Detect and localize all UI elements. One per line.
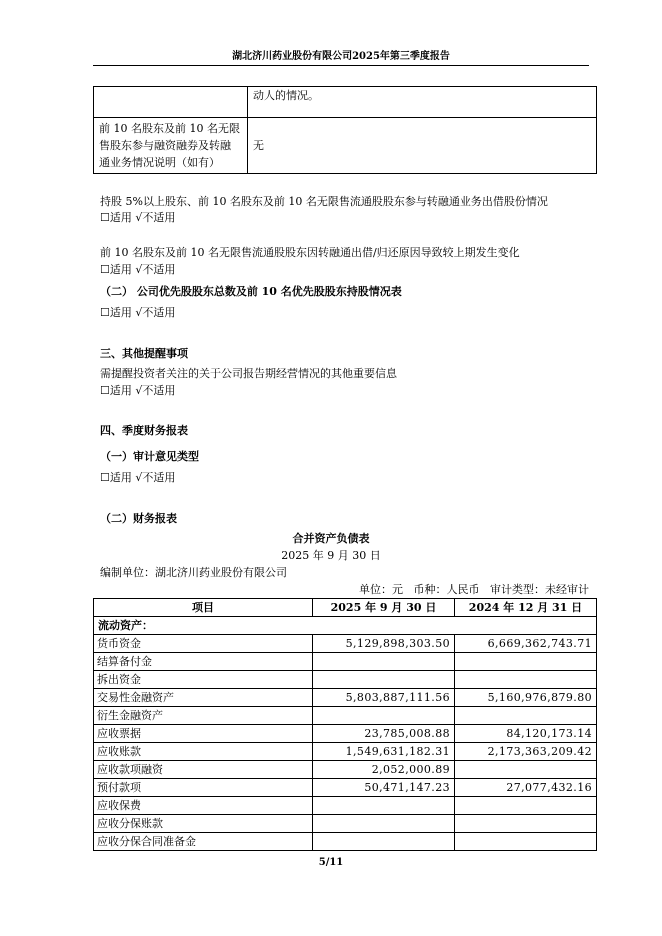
row-value-2024 (455, 815, 597, 833)
column-header-item: 项目 (94, 599, 313, 617)
subsection-heading-audit: （一）审计意见类型 (100, 450, 199, 463)
row-value-2024: 27,077,432.16 (455, 779, 597, 797)
table-row (94, 671, 597, 689)
applicability-options: ☐适用 √不适用 (100, 263, 176, 276)
table-row (94, 689, 597, 707)
page-number: 5/11 (318, 857, 344, 868)
table-section-row (94, 617, 597, 635)
column-header-2024: 2024 年 12 月 31 日 (455, 599, 597, 617)
section-heading-3: 三、其他提醒事项 (100, 347, 188, 360)
row-item: 应收款项融资 (94, 761, 313, 779)
row-value-2024: 6,669,362,743.71 (455, 635, 597, 653)
table-row (94, 761, 597, 779)
row-value-2024 (455, 653, 597, 671)
row-item: 交易性金融资产 (94, 689, 313, 707)
table-row (94, 653, 597, 671)
table-cell (94, 118, 248, 174)
row-value-2025 (313, 833, 455, 851)
applicability-options: ☐适用 √不适用 (100, 211, 176, 224)
balance-sheet-table (93, 598, 597, 851)
table-row (94, 118, 597, 174)
row-value-2024 (455, 833, 597, 851)
row-item: 应收账款 (94, 743, 313, 761)
table-row (94, 87, 597, 118)
row-value-2025 (313, 653, 455, 671)
row-value-2024 (455, 761, 597, 779)
table-cell (94, 87, 248, 118)
table-row (94, 779, 597, 797)
section-heading-4: 四、季度财务报表 (100, 424, 188, 437)
row-value-2025 (313, 815, 455, 833)
paragraph-lending: 持股 5%以上股东、前 10 名股东及前 10 名无限售流通股股东参与转融通业务出借股份情况 (100, 195, 548, 208)
shareholder-notes-table (93, 86, 597, 174)
row-value-2024 (455, 671, 597, 689)
row-value-2025: 2,052,000.89 (313, 761, 455, 779)
statement-unit: 单位：元 币种：人民币 审计类型：未经审计 (359, 583, 589, 596)
table-row (94, 707, 597, 725)
table-row (94, 725, 597, 743)
row-value-2025 (313, 671, 455, 689)
row-value-2025: 5,129,898,303.50 (313, 635, 455, 653)
table-row (94, 815, 597, 833)
row-item: 应收分保账款 (94, 815, 313, 833)
table-cell: 动人的情况。 (248, 87, 597, 118)
row-item: 应收票据 (94, 725, 313, 743)
statement-entity: 编制单位：湖北济川药业股份有限公司 (100, 566, 287, 579)
table-row (94, 635, 597, 653)
table-cell: 无 (248, 118, 597, 174)
column-header-2025: 2025 年 9 月 30 日 (313, 599, 455, 617)
section-heading-preferred: （二） 公司优先股股东总数及前 10 名优先股股东持股情况表 (100, 285, 402, 298)
row-value-2025 (313, 797, 455, 815)
subsection-heading-statements: （二）财务报表 (100, 512, 177, 525)
applicability-options: ☐适用 √不适用 (100, 384, 176, 397)
table-row (94, 833, 597, 851)
cell-line: 售股东参与融资融券及转融 (99, 139, 231, 152)
row-item: 应收分保合同准备金 (94, 833, 313, 851)
row-value-2025 (313, 707, 455, 725)
paragraph-reminder: 需提醒投资者关注的关于公司报告期经营情况的其他重要信息 (100, 367, 397, 380)
statement-date: 2025 年 9 月 30 日 (281, 549, 381, 562)
row-item: 应收保费 (94, 797, 313, 815)
row-value-2024 (455, 797, 597, 815)
row-item: 拆出资金 (94, 671, 313, 689)
cell-line: 前 10 名股东及前 10 名无限 (99, 122, 240, 135)
row-value-2024: 5,160,976,879.80 (455, 689, 597, 707)
row-value-2025: 1,549,631,182.31 (313, 743, 455, 761)
row-value-2024 (455, 707, 597, 725)
section-label: 流动资产： (94, 617, 597, 635)
row-item: 结算备付金 (94, 653, 313, 671)
row-value-2025: 23,785,008.88 (313, 725, 455, 743)
table-row (94, 743, 597, 761)
table-row (94, 797, 597, 815)
row-value-2024: 2,173,363,209.42 (455, 743, 597, 761)
table-header-row (94, 599, 597, 617)
applicability-options: ☐适用 √不适用 (100, 471, 176, 484)
row-value-2025: 50,471,147.23 (313, 779, 455, 797)
cell-line: 通业务情况说明（如有） (99, 156, 220, 169)
row-value-2024: 84,120,173.14 (455, 725, 597, 743)
row-item: 衍生金融资产 (94, 707, 313, 725)
applicability-options: ☐适用 √不适用 (100, 306, 176, 319)
statement-title: 合并资产负债表 (292, 532, 370, 545)
paragraph-change: 前 10 名股东及前 10 名无限售流通股股东因转融通出借/归还原因导致较上期发生变化 (100, 246, 520, 259)
row-value-2025: 5,803,887,111.56 (313, 689, 455, 707)
row-item: 预付款项 (94, 779, 313, 797)
report-header: 湖北济川药业股份有限公司2025年第三季度报告 (93, 47, 589, 66)
row-item: 货币资金 (94, 635, 313, 653)
